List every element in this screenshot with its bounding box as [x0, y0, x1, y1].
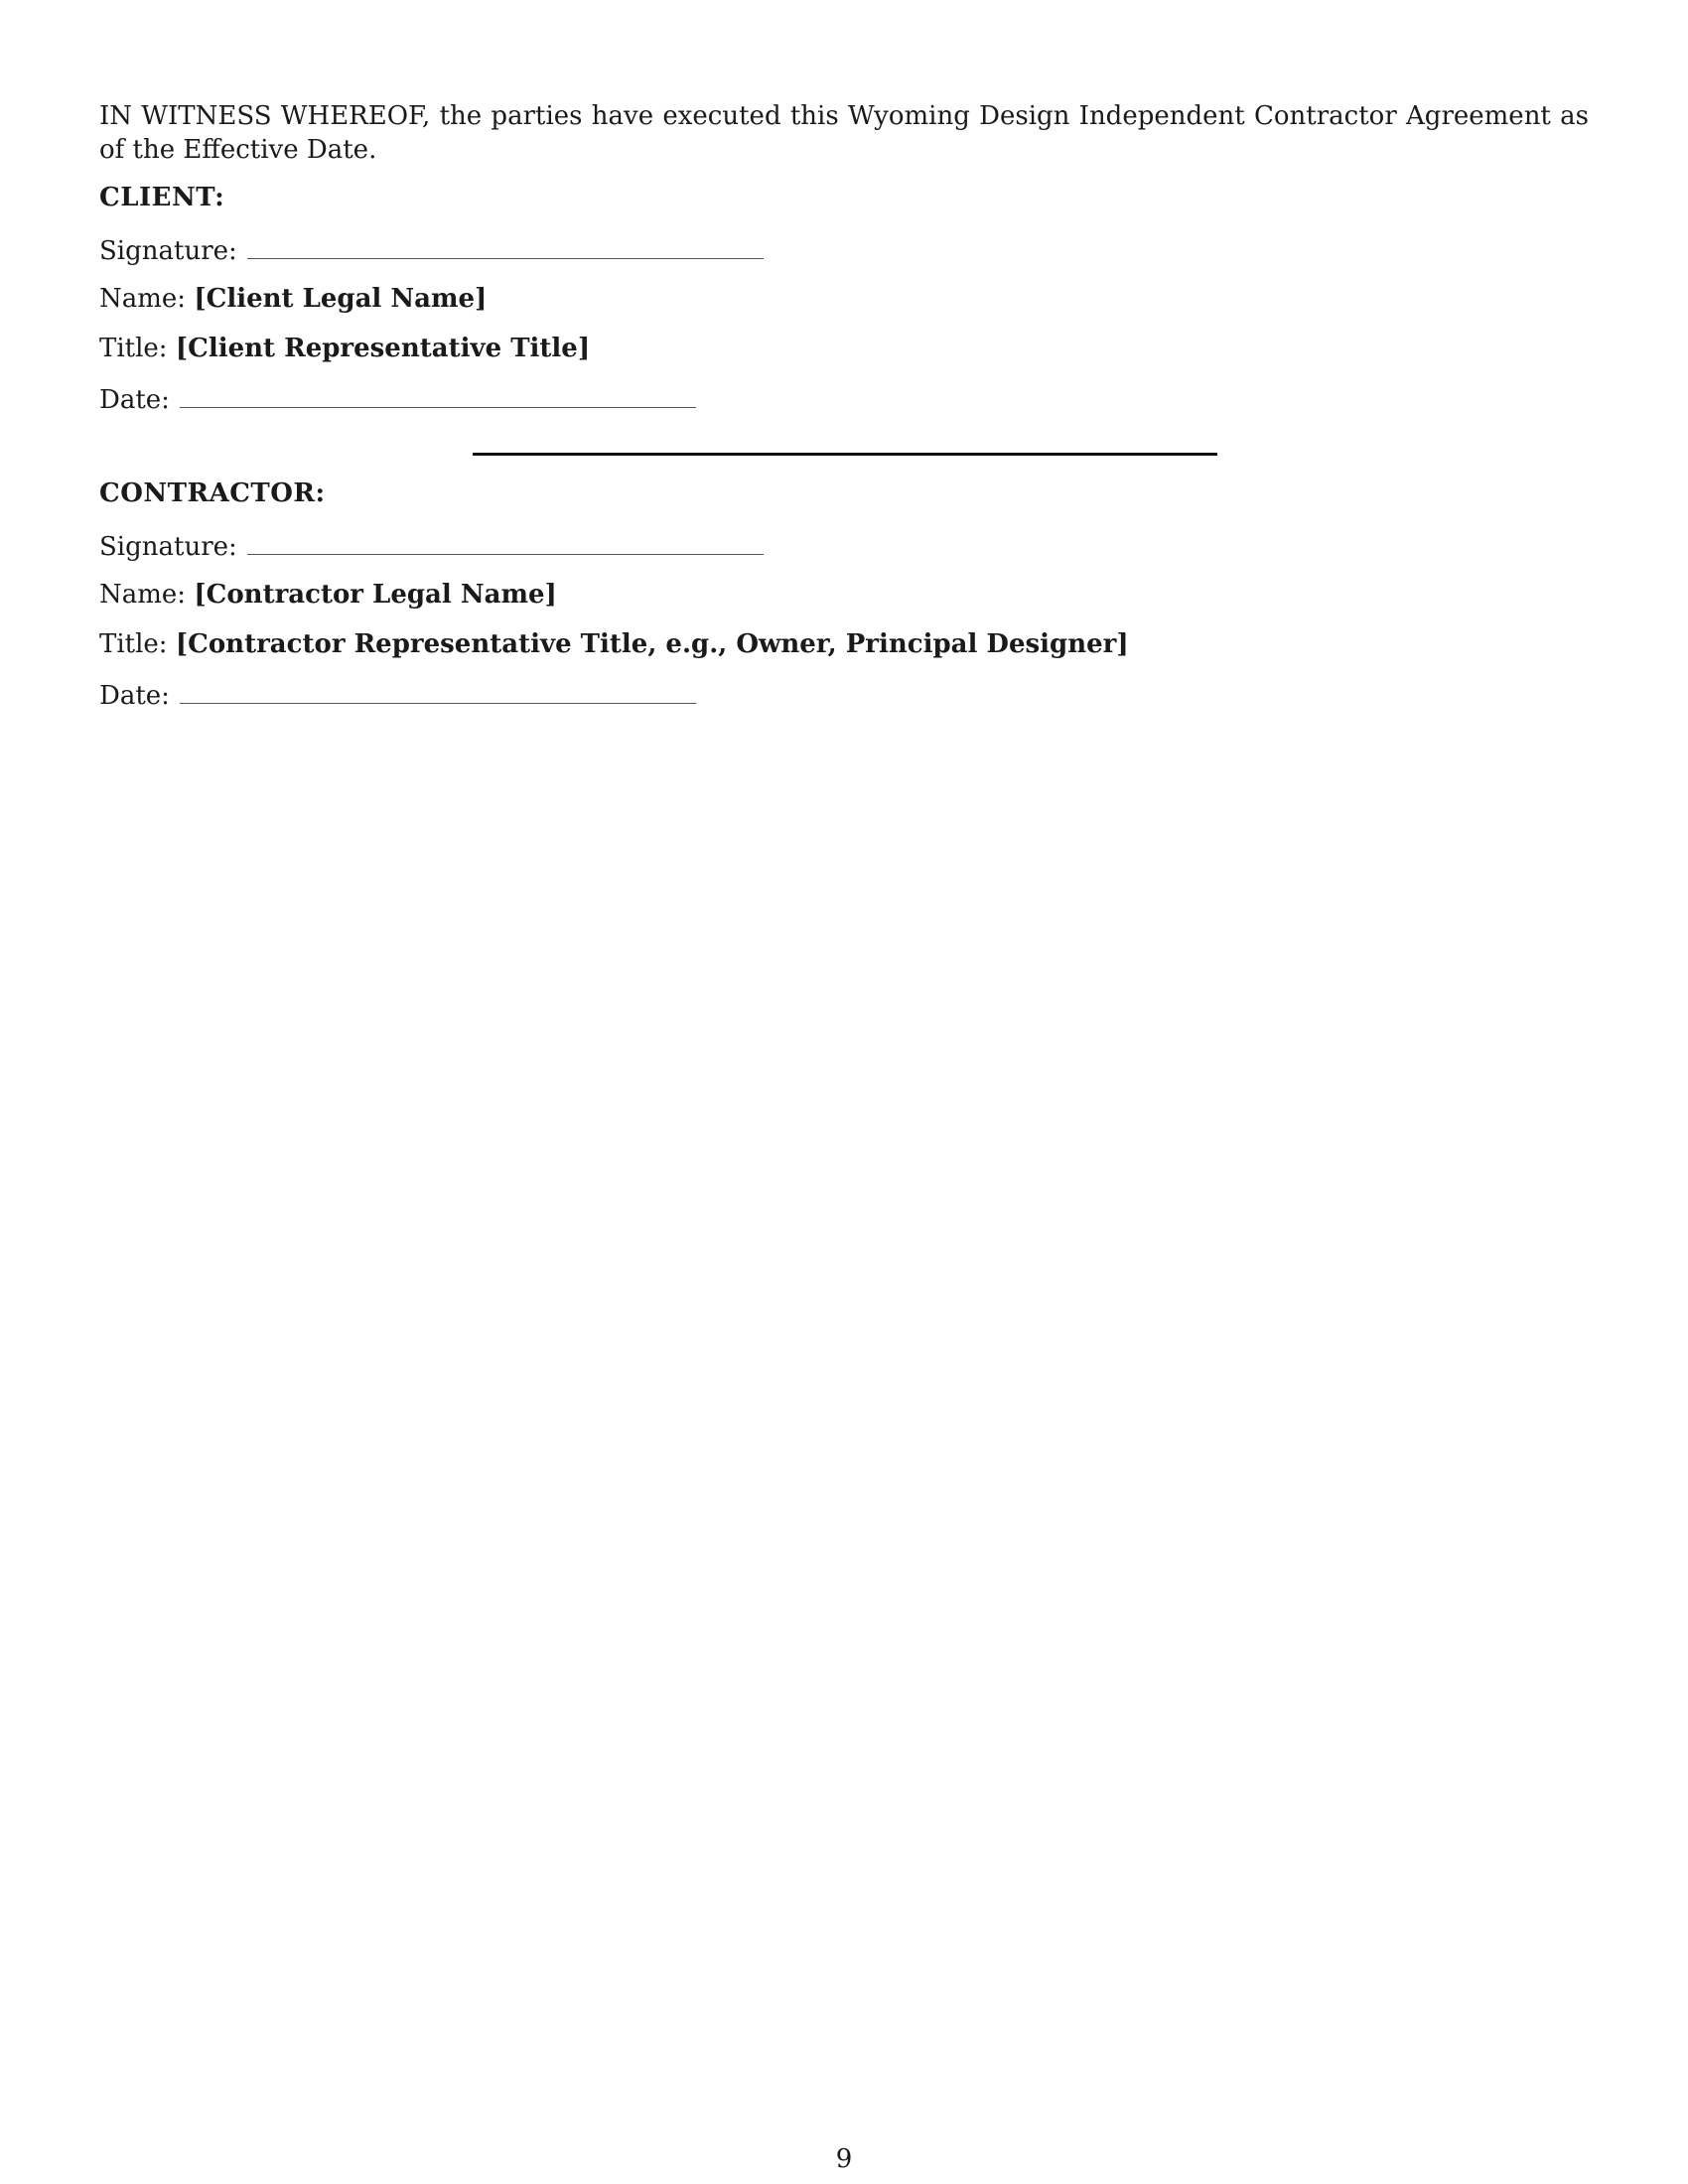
client-date-line — [99, 381, 696, 417]
contractor-title-value: [Contractor Representative Title, e.g., Owner, Principal Designer] — [175, 629, 1129, 659]
client-signature-label: Signature: — [99, 236, 237, 266]
section-divider — [473, 453, 1217, 456]
witness-paragraph: IN WITNESS WHEREOF, the parties have executed this Wyoming Design Independent Contractor Agreement as of the Effective Date. — [99, 101, 1589, 165]
contractor-signature-line — [99, 528, 764, 564]
contractor-name-line — [99, 578, 557, 612]
client-name-line — [99, 282, 487, 316]
client-title-value: [Client Representative Title] — [175, 334, 591, 363]
client-heading: CLIENT: — [99, 183, 225, 212]
client-date-label: Date: — [99, 385, 170, 415]
contractor-signature-blank[interactable] — [247, 528, 764, 555]
client-name-label: Name: — [99, 284, 187, 314]
contractor-title-label: Title: — [99, 629, 168, 659]
client-date-blank[interactable] — [180, 381, 696, 408]
contractor-name-value: [Contractor Legal Name] — [194, 580, 557, 610]
contractor-name-label: Name: — [99, 580, 187, 610]
client-name-value: [Client Legal Name] — [194, 284, 488, 314]
client-title-line — [99, 332, 590, 365]
client-signature-line — [99, 232, 764, 268]
contractor-signature-label: Signature: — [99, 532, 237, 562]
client-title-label: Title: — [99, 334, 168, 363]
contractor-date-blank[interactable] — [180, 677, 696, 704]
contractor-date-line — [99, 677, 696, 713]
contractor-heading: CONTRACTOR: — [99, 478, 326, 508]
client-signature-blank[interactable] — [247, 232, 764, 259]
contractor-date-label: Date: — [99, 681, 170, 711]
contractor-title-line — [99, 627, 1129, 661]
page-number: 9 — [835, 2144, 853, 2174]
